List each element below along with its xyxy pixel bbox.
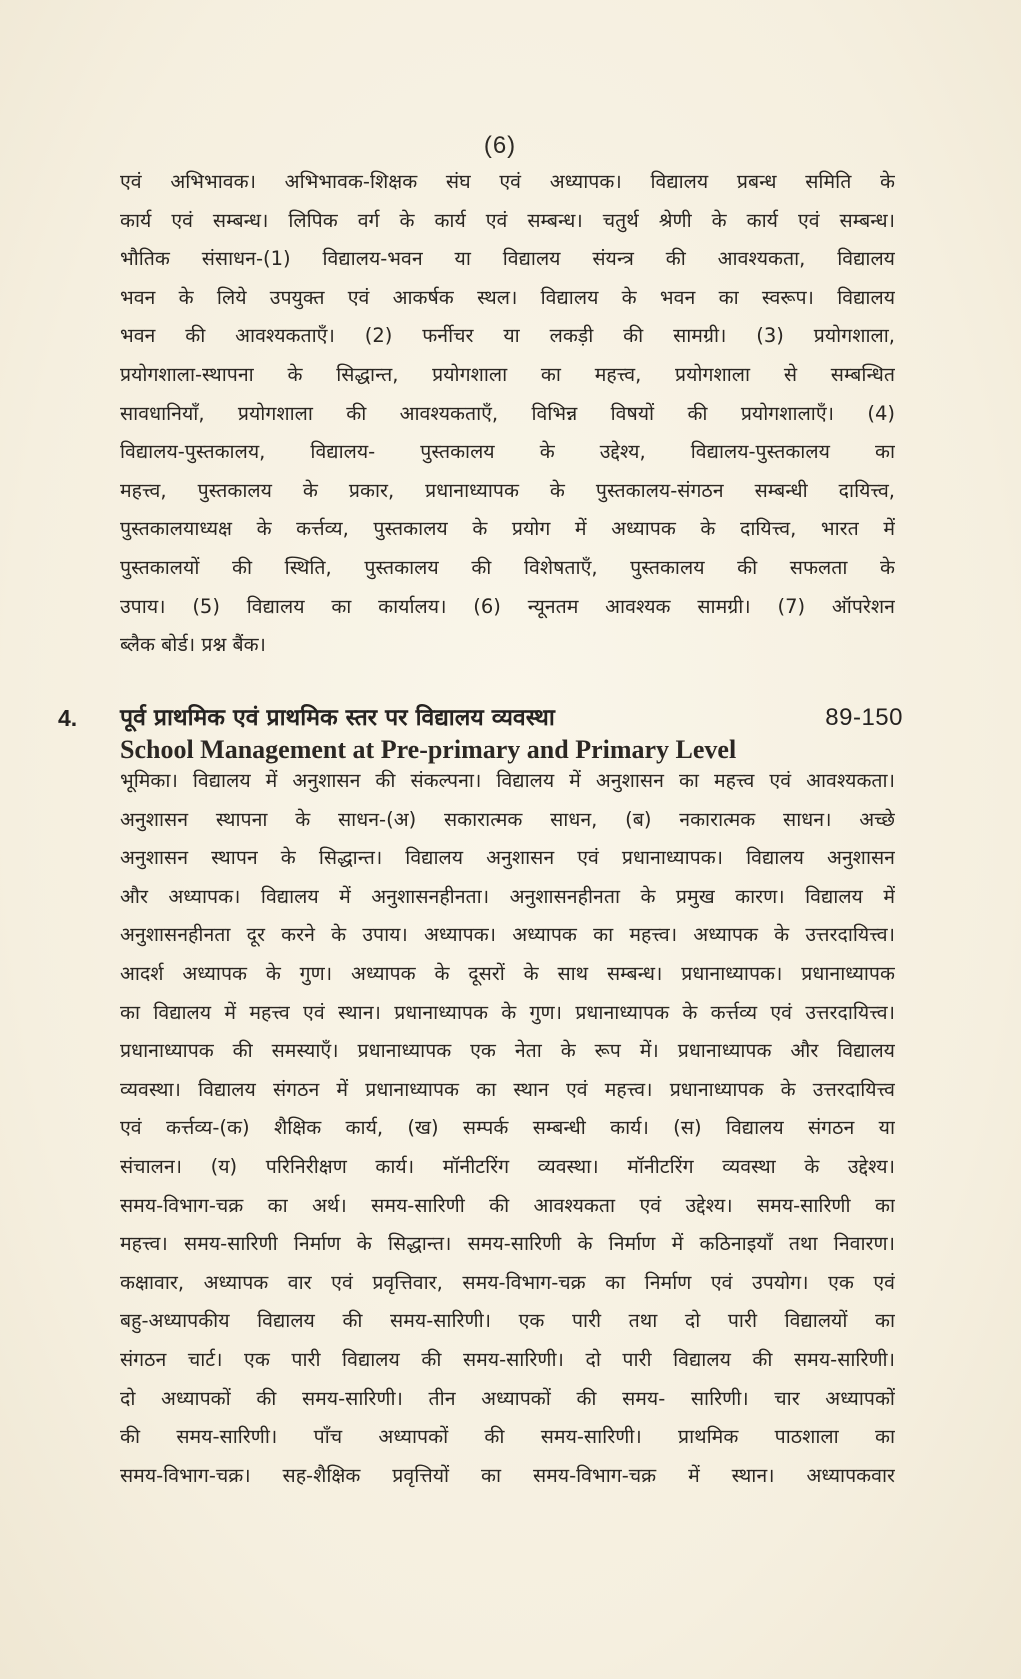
contents-line: की समय-सारिणी। पाँच अध्यापकों की समय-सारिणी। प्राथमिक पाठशाला का: [120, 1425, 895, 1449]
chapter-page-range: 89-150: [825, 704, 903, 731]
contents-line: उपाय। (5) विद्यालय का कार्यालय। (6) न्यूनतम आवश्यक सामग्री। (7) ऑपरेशन: [120, 594, 895, 618]
contents-line: आदर्श अध्यापक के गुण। अध्यापक के दूसरों के साथ सम्बन्ध। प्रधानाध्यापक। प्रधानाध्यापक: [120, 961, 895, 985]
chapter-title-english: School Management at Pre-primary and Primary Level: [120, 735, 737, 764]
chapter-number: 4.: [58, 705, 78, 731]
contents-line: का विद्यालय में महत्त्व एवं स्थान। प्रधानाध्यापक के गुण। प्रधानाध्यापक के कर्त्तव्य एवं उत्तरदायित्त्व।: [120, 1000, 895, 1024]
contents-line: समय-विभाग-चक्र। सह-शैक्षिक प्रवृत्तियों का समय-विभाग-चक्र में स्थान। अध्यापकवार: [120, 1463, 895, 1487]
contents-line: बहु-अध्यापकीय विद्यालय की समय-सारिणी। एक पारी तथा दो पारी विद्यालयों का: [120, 1309, 895, 1333]
contents-line: भौतिक संसाधन-(1) विद्यालय-भवन या विद्यालय संयन्त्र की आवश्यकता, विद्यालय: [120, 247, 895, 271]
contents-line: समय-विभाग-चक्र का अर्थ। समय-सारिणी की आवश्यकता एवं उद्देश्य। समय-सारिणी का: [120, 1193, 895, 1217]
contents-line: दो अध्यापकों की समय-सारिणी। तीन अध्यापकों की समय- सारिणी। चार अध्यापकों: [120, 1386, 895, 1410]
contents-line: एवं अभिभावक। अभिभावक-शिक्षक संघ एवं अध्यापक। विद्यालय प्रबन्ध समिति के: [120, 170, 895, 193]
previous-section-contents: [120, 163, 895, 665]
contents-line: कक्षावार, अध्यापक वार एवं प्रवृत्तिवार, समय-विभाग-चक्र का निर्माण एवं उपयोग। एक एवं: [120, 1270, 895, 1294]
contents-line: ब्लैक बोर्ड। प्रश्न बैंक।: [120, 633, 266, 657]
contents-line: कार्य एवं सम्बन्ध। लिपिक वर्ग के कार्य एवं सम्बन्ध। चतुर्थ श्रेणी के कार्य एवं सम्बन्ध।: [120, 208, 895, 232]
chapter-title-hindi: पूर्व प्राथमिक एवं प्राथमिक स्तर पर विद्यालय व्यवस्था: [120, 705, 555, 731]
page-number: (6): [483, 132, 517, 159]
contents-line: संगठन चार्ट। एक पारी विद्यालय की समय-सारिणी। दो पारी विद्यालय की समय-सारिणी।: [120, 1347, 895, 1371]
contents-line: भूमिका। विद्यालय में अनुशासन की संकल्पना। विद्यालय में अनुशासन का महत्त्व एवं आवश्यकता।: [120, 769, 895, 792]
contents-line: महत्त्व, पुस्तकालय के प्रकार, प्रधानाध्यापक के पुस्तकालय-संगठन सम्बन्धी दायित्त्व,: [120, 478, 895, 502]
contents-line: सावधानियाँ, प्रयोगशाला की आवश्यकताएँ, विभिन्न विषयों की प्रयोगशालाएँ। (4): [120, 401, 895, 425]
contents-line: प्रयोगशाला-स्थापना के सिद्धान्त, प्रयोगशाला का महत्त्व, प्रयोगशाला से सम्बन्धित: [120, 362, 895, 386]
contents-line: और अध्यापक। विद्यालय में अनुशासनहीनता। अनुशासनहीनता के प्रमुख कारण। विद्यालय में: [120, 884, 895, 908]
contents-line: भवन के लिये उपयुक्त एवं आकर्षक स्थल। विद्यालय के भवन का स्वरूप। विद्यालय: [120, 285, 895, 309]
contents-line: भवन की आवश्यकताएँ। (2) फर्नीचर या लकड़ी की सामग्री। (3) प्रयोगशाला,: [120, 324, 895, 348]
contents-line: एवं कर्त्तव्य-(क) शैक्षिक कार्य, (ख) सम्पर्क सम्बन्धी कार्य। (स) विद्यालय संगठन या: [120, 1116, 895, 1140]
contents-line: महत्त्व। समय-सारिणी निर्माण के सिद्धान्त। समय-सारिणी के निर्माण में कठिनाइयाँ तथा निवारण।: [120, 1232, 895, 1256]
chapter-contents: [120, 762, 895, 1495]
contents-line: संचालन। (य) परिनिरीक्षण कार्य। मॉनीटरिंग व्यवस्था। मॉनीटरिंग व्यवस्था के उद्देश्य।: [120, 1154, 895, 1178]
contents-line: अनुशासन स्थापन के सिद्धान्त। विद्यालय अनुशासन एवं प्रधानाध्यापक। विद्यालय अनुशासन: [120, 846, 895, 870]
contents-line: प्रधानाध्यापक की समस्याएँ। प्रधानाध्यापक एक नेता के रूप में। प्रधानाध्यापक और विद्यालय: [120, 1039, 895, 1063]
contents-line: पुस्तकालयाध्यक्ष के कर्त्तव्य, पुस्तकालय के प्रयोग में अध्यापक के दायित्त्व, भारत में: [120, 517, 895, 541]
chapter-entry-heading: [58, 698, 903, 738]
contents-line: अनुशासनहीनता दूर करने के उपाय। अध्यापक। अध्यापक का महत्त्व। अध्यापक के उत्तरदायित्त्व।: [120, 923, 895, 947]
contents-line: व्यवस्था। विद्यालय संगठन में प्रधानाध्यापक का स्थान एवं महत्त्व। प्रधानाध्यापक के उत्तरदायित्त्व: [120, 1077, 895, 1101]
contents-line: विद्यालय-पुस्तकालय, विद्यालय- पुस्तकालय के उद्देश्य, विद्यालय-पुस्तकालय का: [120, 440, 895, 464]
contents-line: पुस्तकालयों की स्थिति, पुस्तकालय की विशेषताएँ, पुस्तकालय की सफलता के: [120, 555, 895, 579]
contents-line: अनुशासन स्थापना के साधन-(अ) सकारात्मक साधन, (ब) नकारात्मक साधन। अच्छे: [120, 807, 895, 831]
